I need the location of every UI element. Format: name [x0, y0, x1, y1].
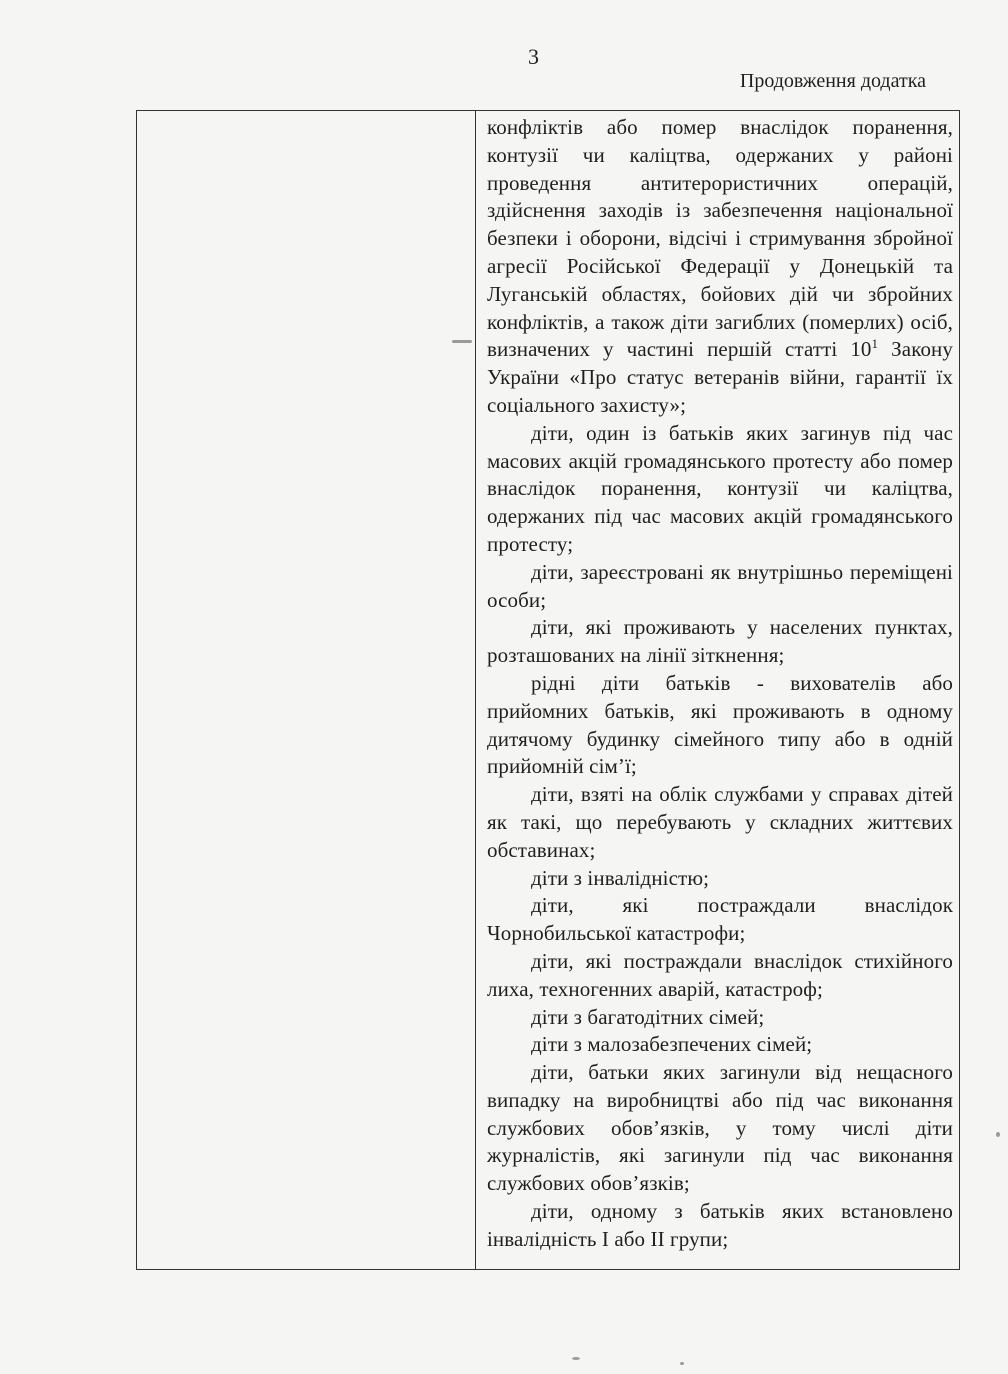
- table-right-cell: [478, 111, 959, 1254]
- continuation-label: Продовження додатка: [739, 70, 926, 92]
- paragraph-1-superscript: 1: [871, 336, 879, 352]
- scan-speck: [572, 1357, 580, 1360]
- paragraph-1-text-continued: Закону України «Про статус ветеранів війни, гарантії їх соціального захисту»;: [487, 337, 953, 417]
- document-table: [136, 110, 960, 1270]
- paragraph-6: діти, взяті на облік службами у справах дітей як такі, що перебувають у складних життєвих обставинах;: [487, 782, 953, 862]
- paragraph-13: діти, одному з батьків яких встановлено інвалідність I або II групи;: [487, 1199, 953, 1251]
- paragraph-9: діти, які постраждали внаслідок стихійного лиха, техногенних аварій, катастроф;: [487, 948, 953, 1001]
- paragraph-10: діти з багатодітних сімей;: [531, 1004, 765, 1029]
- page-number: 3: [528, 44, 539, 69]
- table-left-cell: [137, 111, 476, 1269]
- paragraph-2: діти, один із батьків яких загинув під час масових акцій громадянського протесту або помер внаслідок поранення, контузії чи каліцтва, одержаних під час масових акцій громадянського протесту;: [487, 420, 953, 556]
- scan-speck: [680, 1362, 684, 1365]
- paragraph-8: діти, які постраждали внаслідок Чорнобильської катастрофи;: [487, 893, 953, 946]
- scan-speck: [996, 1132, 1000, 1137]
- paragraph-12: діти, батьки яких загинули від нещасного випадку на виробництві або під час виконання службових обов’язків, у тому числі діти журналістів, які загинули під час виконання службових обов’язків;: [487, 1060, 953, 1196]
- paragraph-4: діти, які проживають у населених пунктах, розташованих на лінії зіткнення;: [487, 615, 953, 668]
- paragraph-5: рідні діти батьків - вихователів або прийомних батьків, які проживають в одному дитячому будинку сімейного типу або в одній прийомній сім’ї;: [487, 670, 953, 779]
- paragraph-7: діти з інвалідністю;: [531, 865, 710, 890]
- paragraph-11: діти з малозабезпечених сімей;: [531, 1032, 813, 1057]
- paragraph-1-text: конфліктів або помер внаслідок поранення, контузії чи каліцтва, одержаних у районі проведення антитерористичних операцій, здійснення заходів із забезпечення національної безпеки і оборони, відсічі і стримування збройної агресії Російської Федерації у Донецькій та Луганській областях, бойових дій чи збройних конфліктів, а також діти загиблих (померлих) осіб, визначених у частині першій статті 10: [487, 115, 953, 362]
- paragraph-3: діти, зареєстровані як внутрішньо переміщені особи;: [487, 559, 953, 612]
- paragraph-1: [487, 114, 953, 420]
- scan-speck: [452, 340, 472, 343]
